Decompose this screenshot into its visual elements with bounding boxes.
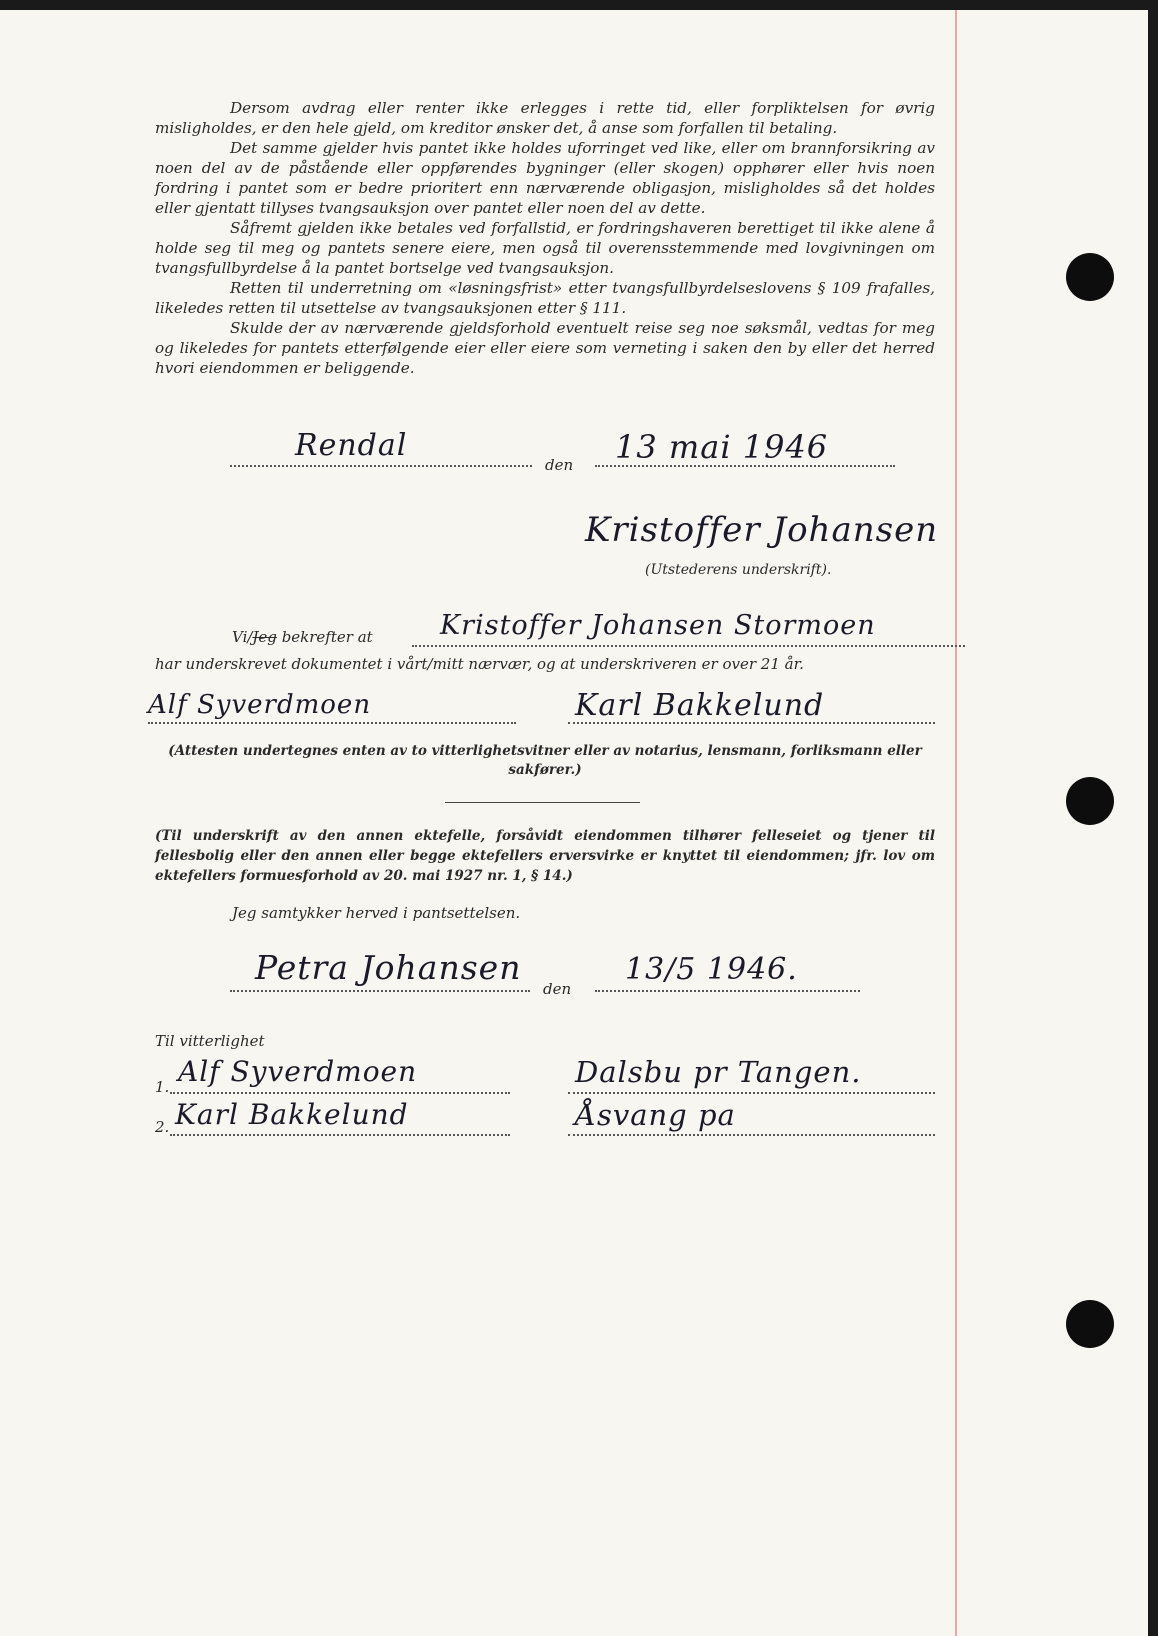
witness-row-address-line xyxy=(568,1092,935,1094)
paragraph: Skulde der av nærværende gjeldsforhold eventuelt reise seg noe søksmål, vedtas for meg og likeledes for pantets etterfølgende eier eller eiere som verneting i saken den by eller det herred hvori eiendommen er beliggende. xyxy=(155,319,935,377)
witness-row-name: Karl Bakkelund xyxy=(175,1098,409,1131)
terms-text xyxy=(155,98,935,378)
witness1-line xyxy=(148,722,516,724)
witness-row-number: 2. xyxy=(155,1118,170,1136)
paragraph: Dersom avdrag eller renter ikke erlegges i rette tid, eller forpliktelsen for øvrig misligholdes, er den hele gjeld, om kreditor ønsker det, å anse som forfallen til betaling. xyxy=(155,99,935,137)
attest-name-handwritten: Kristoffer Johansen Stormoen xyxy=(440,610,876,641)
punch-hole xyxy=(1066,777,1114,825)
witness-row-address-line xyxy=(568,1134,935,1136)
witness-row-address: Dalsbu pr Tangen. xyxy=(575,1055,862,1089)
attest-suffix: bekrefter at xyxy=(276,628,373,646)
witnesses-label: Til vitterlighet xyxy=(155,1032,265,1050)
attest-name-line xyxy=(412,645,965,647)
witness2-handwritten: Karl Bakkelund xyxy=(575,688,825,723)
den-label: den xyxy=(545,456,574,474)
spouse-signature: Petra Johansen xyxy=(255,948,522,987)
punch-hole xyxy=(1066,253,1114,301)
paragraph: Såfremt gjelden ikke betales ved forfallstid, er fordringshaveren berettiget til ikke alene å holde seg til meg og pantets senere eiere, men også til overensstemmende med lovgivningen om tvangsfullbyrdelse å la pantet bortselge ved tvangsauksjon. xyxy=(155,219,935,277)
date-handwritten: 13 mai 1946 xyxy=(615,428,829,466)
place-line xyxy=(230,465,532,467)
witness-row-name-line xyxy=(170,1092,510,1094)
divider xyxy=(445,802,640,803)
date-line xyxy=(595,465,895,467)
punch-hole xyxy=(1066,1300,1114,1348)
document-page xyxy=(0,10,1148,1636)
paragraph: Retten til underretning om «løsningsfrist» etter tvangsfullbyrdelseslovens § 109 frafalles, likeledes retten til utsettelse av tvangsauksjonen etter § 111. xyxy=(155,279,935,317)
margin-line xyxy=(955,10,957,1636)
issuer-caption: (Utstederens underskrift). xyxy=(645,562,832,578)
spouse-date-handwritten: 13/5 1946. xyxy=(625,952,798,987)
witness-row-number: 1. xyxy=(155,1078,170,1096)
witness-row-name-line xyxy=(170,1134,510,1136)
spouse-note: (Til underskrift av den annen ektefelle, forsåvidt eiendommen tilhører felleseiet og tjener til fellesbolig eller den annen eller begge ektefellers erversvirke er knyttet til eiendommen; jfr. lov om ektefellers formuesforhold av 20. mai 1927 nr. 1, § 14.) xyxy=(155,828,935,884)
consent-text: Jeg samtykker herved i pantsettelsen. xyxy=(232,904,521,922)
spouse-den-label: den xyxy=(543,980,572,998)
place-handwritten: Rendal xyxy=(295,428,408,463)
witness-row-name: Alf Syverdmoen xyxy=(178,1055,418,1088)
issuer-signature: Kristoffer Johansen xyxy=(585,510,939,550)
witness1-handwritten: Alf Syverdmoen xyxy=(148,690,372,720)
attest-prefix: Vi/ xyxy=(232,628,253,646)
attest-statement xyxy=(232,628,373,646)
spouse-date-line xyxy=(595,990,860,992)
witness-row-address: Åsvang pa xyxy=(575,1098,736,1132)
spouse-signature-line xyxy=(230,990,530,992)
attest-note: (Attesten undertegnes enten av to vitterlighetsvitner eller av notarius, lensmann, forliksmann eller sakfører.) xyxy=(168,743,922,778)
witness2-line xyxy=(568,722,935,724)
attest-struck: Jeg xyxy=(252,628,277,646)
attest-line2: har underskrevet dokumentet i vårt/mitt nærvær, og at underskriveren er over 21 år. xyxy=(155,655,804,673)
paragraph: Det samme gjelder hvis pantet ikke holdes uforringet ved like, eller om brannforsikring av noen del av de påstående eller oppførendes bygninger (eller skogen) opphører eller hvis noen fordring i pantet som er bedre prioritert enn nærværende obligasjon, misligholdes så det holdes eller gjentatt tillyses tvangsauksjon over pantet eller noen del av dette. xyxy=(155,139,935,217)
